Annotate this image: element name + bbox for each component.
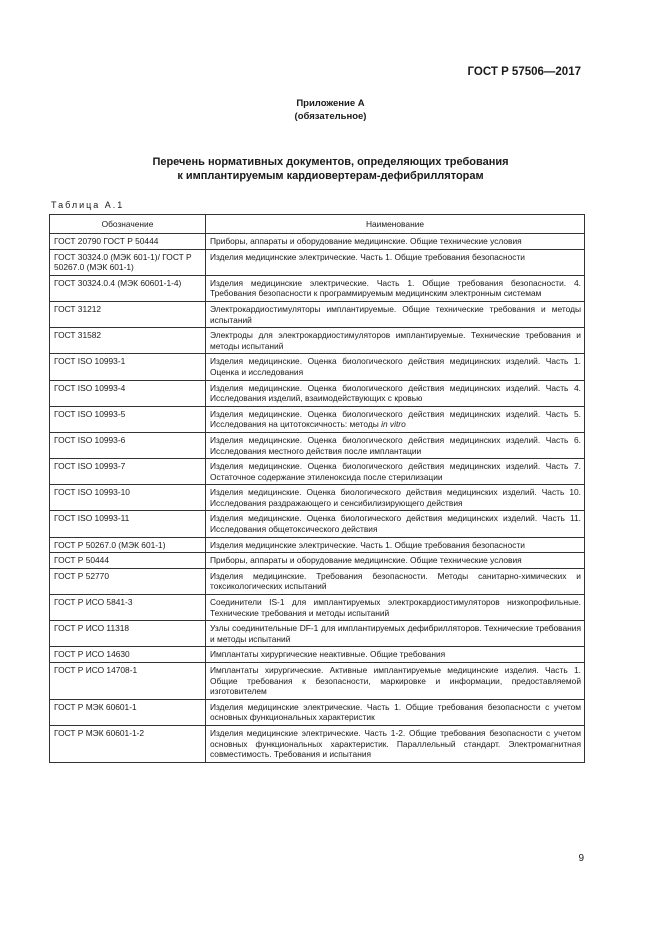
table-row	[50, 432, 585, 458]
cell-designation: ГОСТ Р ИСО 14708-1	[50, 663, 206, 700]
document-number: ГОСТ Р 57506—2017	[467, 66, 581, 78]
appendix-status: (обязательное)	[294, 111, 367, 122]
cell-name: Изделия медицинские электрические. Часть 1. Общие требования безопасности. 4. Требования безопасности к программируемым медицинским электронным системам	[206, 275, 585, 301]
header-designation: Обозначение	[50, 215, 206, 234]
cell-designation: ГОСТ ISO 10993-6	[50, 432, 206, 458]
cell-name: Изделия медицинские электрические. Часть 1. Общие требования безопасности с учетом основных функциональных характеристик	[206, 699, 585, 725]
table-row	[50, 663, 585, 700]
cell-designation: ГОСТ ISO 10993-7	[50, 459, 206, 485]
table-row	[50, 699, 585, 725]
cell-designation: ГОСТ 31582	[50, 328, 206, 354]
table-row	[50, 301, 585, 327]
cell-designation: ГОСТ Р МЭК 60601-1	[50, 699, 206, 725]
cell-name: Соединители IS-1 для имплантируемых электрокардиостимуляторов низкопрофильные. Технические требования и методы испытаний	[206, 595, 585, 621]
table-row	[50, 354, 585, 380]
cell-designation: ГОСТ ISO 10993-4	[50, 380, 206, 406]
cell-designation: ГОСТ Р ИСО 5841-3	[50, 595, 206, 621]
cell-name: Изделия медицинские. Требования безопасности. Методы санитарно-химических и токсикологических испытаний	[206, 568, 585, 594]
cell-designation: ГОСТ ISO 10993-1	[50, 354, 206, 380]
page-title-line-2: к имплантируемым кардиовертерам-дефибрилляторам	[177, 170, 484, 182]
cell-designation: ГОСТ ISO 10993-10	[50, 485, 206, 511]
table-row	[50, 568, 585, 594]
cell-designation: ГОСТ Р ИСО 11318	[50, 621, 206, 647]
cell-name: Имплантаты хирургические. Активные имплантируемые медицинские изделия. Часть 1. Общие требования к безопасности, маркировке и информации, предоставляемой изготовителем	[206, 663, 585, 700]
page-number: 9	[578, 853, 584, 864]
cell-name: Изделия медицинские. Оценка биологического действия медицинских изделий. Часть 7. Остаточное содержание этиленоксида после стерилизации	[206, 459, 585, 485]
table-row	[50, 485, 585, 511]
table-row	[50, 647, 585, 663]
table-row	[50, 595, 585, 621]
table-row	[50, 380, 585, 406]
header-name: Наименование	[206, 215, 585, 234]
norms-table	[49, 214, 585, 763]
cell-designation: ГОСТ 20790 ГОСТ Р 50444	[50, 234, 206, 250]
cell-name: Изделия медицинские. Оценка биологического действия медицинских изделий. Часть 6. Исследования местного действия после имплантации	[206, 432, 585, 458]
cell-name-text: Изделия медицинские. Оценка биологического действия медицинских изделий. Часть 5. Исследования на цитотоксичность: методы	[210, 408, 581, 430]
cell-name	[206, 406, 585, 432]
table-row	[50, 328, 585, 354]
cell-designation: ГОСТ ISO 10993-5	[50, 406, 206, 432]
page-title-line-1: Перечень нормативных документов, определяющих требования	[152, 156, 509, 168]
cell-name: Имплантаты хирургические неактивные. Общие требования	[206, 647, 585, 663]
cell-name: Узлы соединительные DF-1 для имплантируемых дефибрилляторов. Технические требования и методы испытаний	[206, 621, 585, 647]
table-row	[50, 511, 585, 537]
cell-designation: ГОСТ Р МЭК 60601-1-2	[50, 725, 206, 762]
table-row	[50, 553, 585, 569]
cell-name: Изделия медицинские электрические. Часть 1. Общие требования безопасности	[206, 537, 585, 553]
table-caption: Таблица А.1	[51, 200, 125, 210]
appendix-heading	[0, 97, 661, 123]
cell-name-italic: in vitro	[378, 419, 406, 430]
table-row	[50, 459, 585, 485]
cell-designation: ГОСТ ISO 10993-11	[50, 511, 206, 537]
cell-name: Изделия медицинские. Оценка биологического действия медицинских изделий. Часть 1. Оценка и исследования	[206, 354, 585, 380]
table-row	[50, 234, 585, 250]
cell-designation: ГОСТ 30324.0.4 (МЭК 60601-1-4)	[50, 275, 206, 301]
table-row	[50, 406, 585, 432]
cell-name: Изделия медицинские электрические. Часть 1-2. Общие требования безопасности с учетом основных функциональных характеристик. Параллельный стандарт. Электромагнитная совместимость. Требования и испытания	[206, 725, 585, 762]
cell-name: Приборы, аппараты и оборудование медицинские. Общие технические условия	[206, 234, 585, 250]
cell-name: Электрокардиостимуляторы имплантируемые. Общие технические требования и методы испытаний	[206, 301, 585, 327]
cell-name: Изделия медицинские. Оценка биологического действия медицинских изделий. Часть 4. Исследования изделий, взаимодействующих с кровью	[206, 380, 585, 406]
table-row	[50, 275, 585, 301]
cell-designation: ГОСТ 30324.0 (МЭК 601-1)/ ГОСТ Р 50267.0 (МЭК 601-1)	[50, 249, 206, 275]
cell-name: Приборы, аппараты и оборудование медицинские. Общие технические условия	[206, 553, 585, 569]
cell-designation: ГОСТ Р ИСО 14630	[50, 647, 206, 663]
table-header-row	[50, 215, 585, 234]
cell-designation: ГОСТ Р 50267.0 (МЭК 601-1)	[50, 537, 206, 553]
cell-designation: ГОСТ Р 52770	[50, 568, 206, 594]
table-row	[50, 249, 585, 275]
table-row	[50, 725, 585, 762]
cell-name: Изделия медицинские. Оценка биологического действия медицинских изделий. Часть 10. Исследования раздражающего и сенсибилизирующего действия	[206, 485, 585, 511]
cell-designation: ГОСТ 31212	[50, 301, 206, 327]
cell-name: Изделия медицинские. Оценка биологического действия медицинских изделий. Часть 11. Исследования общетоксического действия	[206, 511, 585, 537]
page-title	[0, 155, 661, 183]
appendix-title: Приложение А	[296, 98, 365, 109]
cell-name: Электроды для электрокардиостимуляторов имплантируемые. Технические требования и методы испытаний	[206, 328, 585, 354]
table-row	[50, 621, 585, 647]
table-row	[50, 537, 585, 553]
cell-name: Изделия медицинские электрические. Часть 1. Общие требования безопасности	[206, 249, 585, 275]
cell-designation: ГОСТ Р 50444	[50, 553, 206, 569]
